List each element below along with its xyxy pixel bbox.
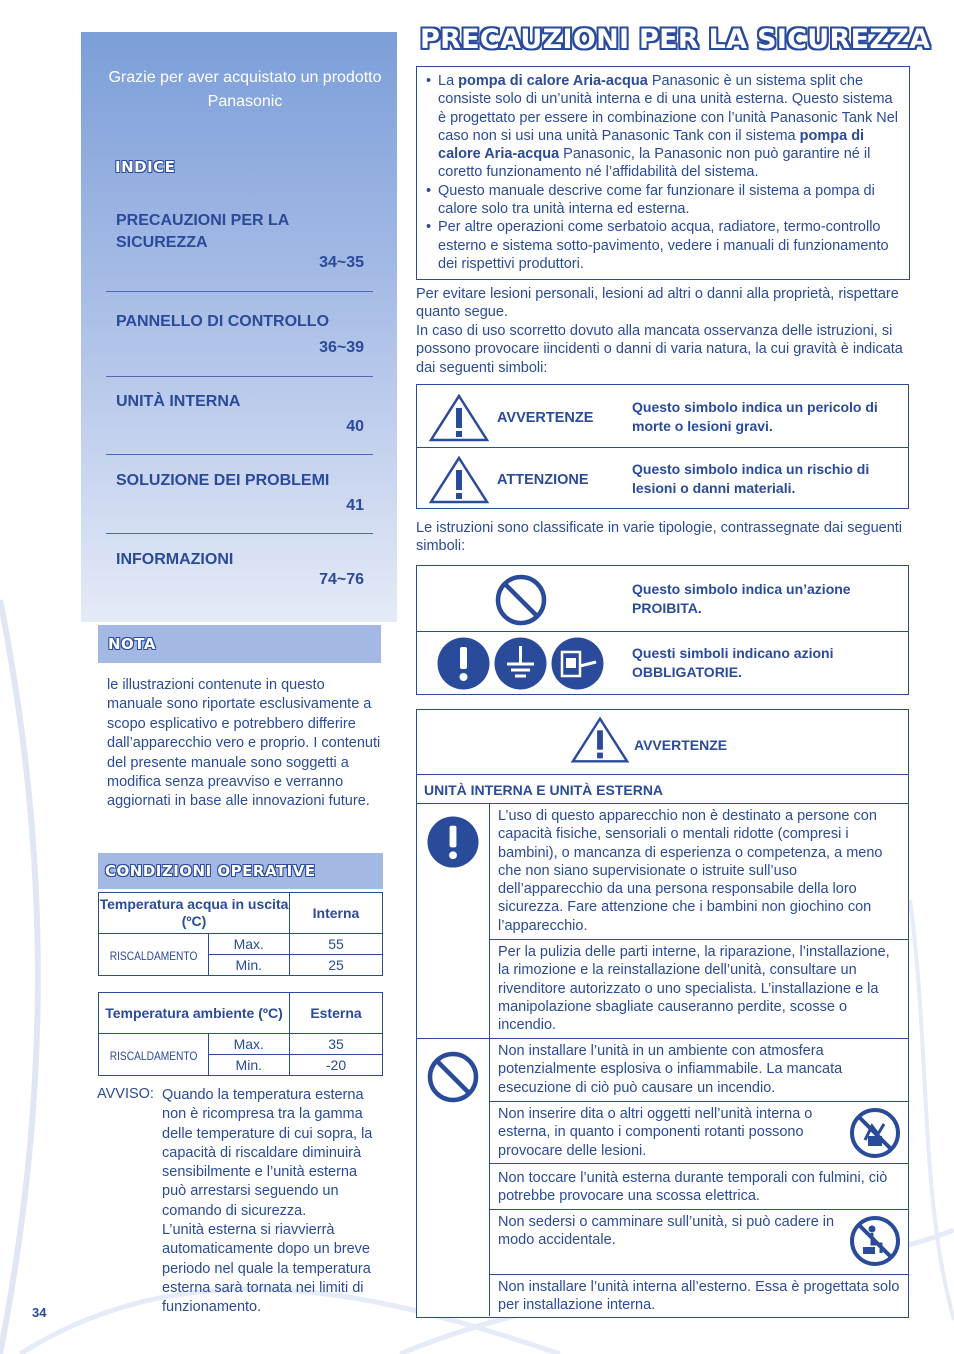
table-header-cell: Temperatura ambiente (ºC) xyxy=(99,993,290,1034)
mandatory-action-icon xyxy=(426,815,480,869)
severity-label: AVVERTENZE xyxy=(497,410,594,426)
toc-divider xyxy=(106,376,373,377)
warning-item: Non installare l’unità in un ambiente con atmosfera potenzialmente esplosiva o infiammabile. La mancata esecuzione di ciò può causare un incendio. xyxy=(498,1043,843,1096)
intro-bullet xyxy=(424,72,904,182)
table-cell: Max. xyxy=(208,934,289,955)
toc-item-pages[interactable]: 41 xyxy=(346,497,364,514)
table-cell: 25 xyxy=(290,955,383,976)
prohibited-icon xyxy=(494,573,548,627)
table-mode-cell xyxy=(99,1034,209,1076)
warning-triangle-icon xyxy=(570,715,630,765)
warning-item: L’uso di questo apparecchio non è destinato a persone con capacità fisiche, sensoriali o mentali ridotte (compresi i bambini), o mancanza di esperienza o competenza, a meno che non siano supervisionate o istruite sull’uso dell’apparecchio da una persona responsabile della loro sicurezza. Fare attenzione che i bambini non giochino con l’apparecchio. xyxy=(498,808,883,934)
intro-bullet: • Per altre operazioni come serbatoio acqua, radiatore, termo-controllo esterno e sistema sotto-pavimento, vedere i manuali di funzionamento dei rispettivi produttori. xyxy=(424,218,904,273)
table-cell: Min. xyxy=(208,955,289,976)
caution-triangle-icon xyxy=(428,455,490,505)
intro-paragraph: Le istruzioni sono classificate in varie tipologie, contrassegnate dai seguenti simboli: xyxy=(416,520,903,555)
text-span: Panasonic è un sistema split che consiste solo di un’unità interna e di una unità esterna. Questo sistema è progettato per essere in combinazione con l’unità Panasonic Tank Nel caso non si usi una unità Panasonic Tank con il sistema xyxy=(438,73,898,144)
warning-item: Non toccare l’unità esterna durante temporali con fulmini, ciò potrebbe provocare una scossa elettrica. xyxy=(498,1170,888,1205)
intro-paragraph: Per evitare lesioni personali, lesioni ad altri o danni alla proprietà, rispettare quanto segue. xyxy=(416,286,899,321)
severity-description: Questo simbolo indica un pericolo di morte o lesioni gravi. xyxy=(632,399,878,434)
water-temperature-table xyxy=(98,892,383,976)
table-mode-cell xyxy=(99,934,209,976)
avviso-paragraph: Quando la temperatura esterna non è ricompresa tra la gamma delle temperature di cui sopra, la capacità di riscaldare diminuirà sensibilmente e l’unità esterna può arrestarsi seguendo un comando di sicurezza. xyxy=(162,1087,373,1219)
ground-connection-icon xyxy=(493,636,548,691)
toc-item-label[interactable]: PRECAUZIONI PER LA SICUREZZA xyxy=(116,212,289,251)
divider xyxy=(489,1101,908,1102)
divider xyxy=(489,1274,908,1275)
toc-item-pages[interactable]: 40 xyxy=(346,418,364,435)
warning-triangle-icon xyxy=(428,393,490,443)
table-cell: 55 xyxy=(290,934,383,955)
intro-bullet-list xyxy=(424,72,904,273)
divider xyxy=(416,774,908,775)
symbol-description: Questo simbolo indica un’azione PROIBITA. xyxy=(632,581,851,616)
warning-item: Non sedersi o camminare sull’unità, si può cadere in modo accidentale. xyxy=(498,1214,835,1249)
conditions-heading: CONDIZIONI OPERATIVE xyxy=(105,862,316,880)
toc-item-label[interactable]: UNITÀ INTERNA xyxy=(116,393,241,410)
toc-divider xyxy=(106,533,373,534)
divider xyxy=(489,803,490,1316)
page-title: PRECAUZIONI PER LA SICUREZZA xyxy=(420,24,931,55)
toc-item-pages[interactable]: 34~35 xyxy=(319,254,364,271)
unplug-power-icon xyxy=(550,636,605,691)
index-heading: INDICE xyxy=(115,158,176,176)
warning-item: Per la pulizia delle parti interne, la riparazione, l’installazione, la rimozione e la reinstallazione dell’unità, consultare un rivenditore autorizzato o uno specialista. L’installazione e la manipolazione sbagliate causeranno perdite, scosse o incendio. xyxy=(498,944,890,1034)
table-header-cell: Interna xyxy=(290,893,383,934)
ambient-temperature-table xyxy=(98,992,383,1076)
intro-paragraph: In caso di uso scorretto dovuto alla mancata osservanza delle istruzioni, si possono provocare iincidenti o danni di varia natura, la cui gravità è indicata dai seguenti simboli: xyxy=(416,323,903,376)
toc-divider xyxy=(106,291,373,292)
thanks-text: Grazie per aver acquistato un prodotto Panasonic xyxy=(108,69,382,110)
toc-item-label[interactable]: SOLUZIONE DEI PROBLEMI xyxy=(116,472,330,489)
page-number: 34 xyxy=(32,1305,47,1320)
table-header-cell: Temperatura acqua in uscita (ºC) xyxy=(99,893,290,934)
text-span: La xyxy=(438,73,459,89)
text-span: Panasonic, la Panasonic non può garantire né il coretto funzionamento né l’affidabilità del sistema. xyxy=(438,146,871,181)
warning-item: Non inserire dita o altri oggetti nell’unità interna o esterna, in quanto i componenti rotanti possono provocare delle lesioni. xyxy=(498,1106,813,1159)
severity-label: ATTENZIONE xyxy=(497,472,589,488)
no-sitting-icon xyxy=(848,1214,902,1268)
toc-item-label[interactable]: INFORMAZIONI xyxy=(116,551,234,568)
mode-label: RISCALDAMENTO xyxy=(109,1048,198,1063)
bold-term: pompa di calore Aria-acqua xyxy=(458,73,648,89)
bold-term: pompa di calore Aria-acqua xyxy=(438,127,865,163)
divider xyxy=(416,1038,908,1039)
mode-label: RISCALDAMENTO xyxy=(109,948,198,963)
no-fingers-icon xyxy=(848,1106,902,1160)
mandatory-action-icon xyxy=(436,636,491,691)
divider xyxy=(489,939,908,940)
severity-description: Questo simbolo indica un rischio di lesioni o danni materiali. xyxy=(632,461,870,496)
divider xyxy=(489,1163,908,1164)
avviso-text xyxy=(162,1086,384,1318)
table-cell: Max. xyxy=(208,1034,289,1055)
warning-item: Non installare l’unità interna all’esterno. Essa è progettata solo per installazione interna. xyxy=(498,1279,900,1314)
nota-heading: NOTA xyxy=(108,635,156,653)
avviso-paragraph: L’unità esterna si riavvierrà automaticamente dopo un breve periodo nel quale la temperatura esterna sarà tornata nei limiti di funzionamento. xyxy=(162,1222,371,1316)
table-cell: -20 xyxy=(290,1055,383,1076)
table-header-cell: Esterna xyxy=(290,993,383,1034)
prohibited-icon xyxy=(426,1050,480,1104)
section-heading: UNITÀ INTERNA E UNITÀ ESTERNA xyxy=(424,782,664,798)
table-cell: 35 xyxy=(290,1034,383,1055)
nota-text: le illustrazioni contenute in questo manuale sono riportate esclusivamente a scopo esplicativo e potrebbero differire dall’apparecchio vero e proprio. I contenuti del presente manuale sono soggetti a modifica senza preavviso e verranno aggiornati in base alle innovazioni future. xyxy=(107,677,381,810)
toc-item-label[interactable]: PANNELLO DI CONTROLLO xyxy=(116,313,330,330)
divider xyxy=(489,1209,908,1210)
symbol-description: Questi simboli indicano azioni OBBLIGATORIE. xyxy=(632,645,834,680)
avviso-label: AVVISO: xyxy=(97,1086,154,1102)
toc-divider xyxy=(106,454,373,455)
toc-item-pages[interactable]: 36~39 xyxy=(319,339,364,356)
table-cell: Min. xyxy=(208,1055,289,1076)
intro-bullet: • Questo manuale descrive come far funzionare il sistema a pompa di calore solo tra unità interna ed esterna. xyxy=(424,182,904,219)
toc-item-pages[interactable]: 74~76 xyxy=(319,571,364,588)
warning-label: AVVERTENZE xyxy=(634,737,728,753)
